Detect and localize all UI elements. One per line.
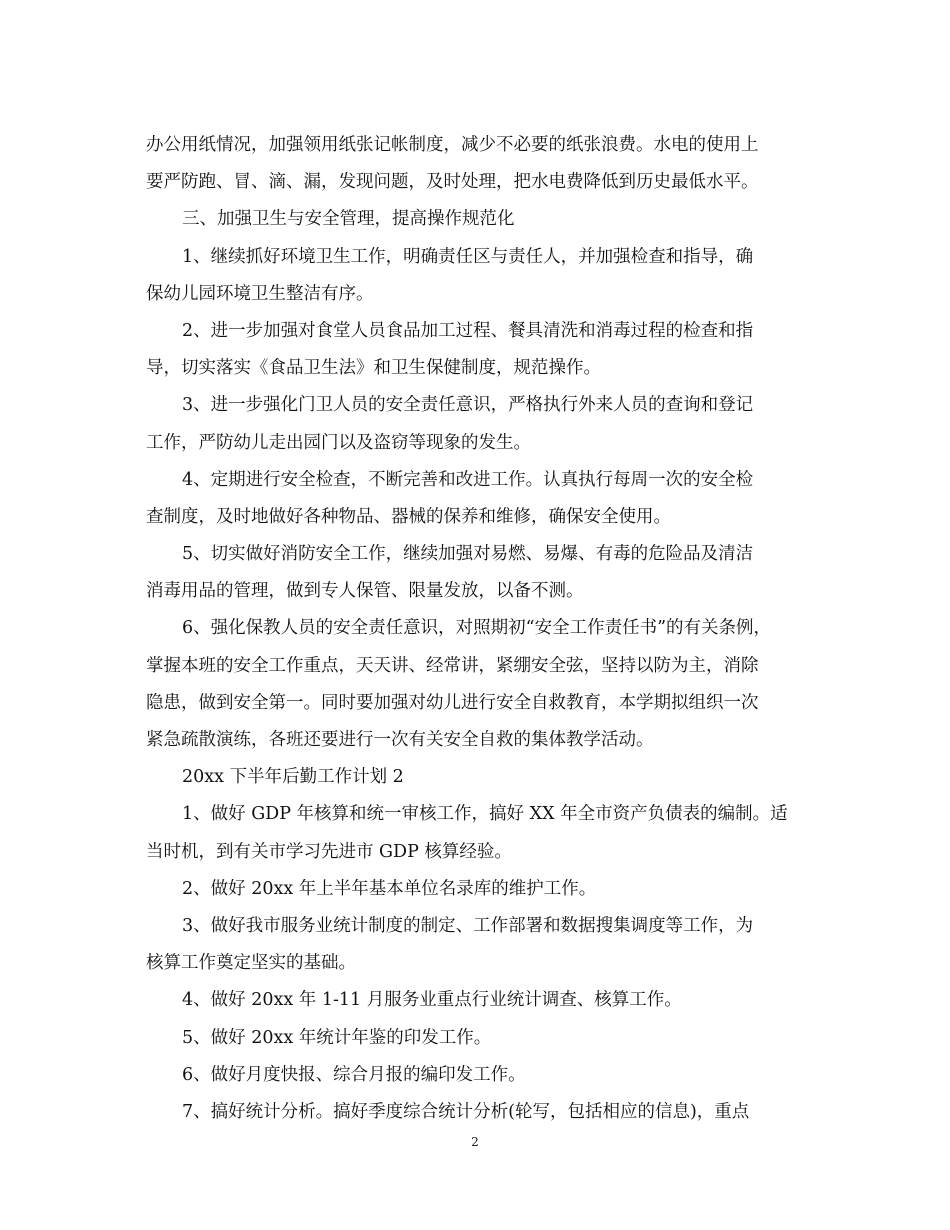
text-line: 3、进一步强化门卫人员的安全责任意识，严格执行外来人员的查询和登记 — [182, 395, 754, 416]
text-line: 1、继续抓好环境卫生工作，明确责任区与责任人，并加强检查和指导，确 — [182, 246, 754, 267]
text-line: 保幼儿园环境卫生整洁有序。 — [146, 283, 374, 304]
text-line: 3、做好我市服务业统计制度的制定、工作部署和数据搜集调度等工作，为 — [182, 915, 754, 936]
text-line: 7、搞好统计分析。搞好季度综合统计分析(轮写，包括相应的信息)，重点 — [182, 1101, 750, 1122]
text-line: 2、做好 20xx 年上半年基本单位名录库的维护工作。 — [182, 878, 597, 899]
text-line: 5、切实做好消防安全工作，继续加强对易燃、易爆、有毒的危险品及清洁 — [182, 544, 754, 565]
text-line: 掌握本班的安全工作重点，天天讲、经常讲，紧绷安全弦，坚持以防为主，消除 — [146, 655, 759, 676]
text-line: 4、做好 20xx 年 1-11 月服务业重点行业统计调查、核算工作。 — [182, 990, 682, 1011]
text-line: 紧急疏散演练，各班还要进行一次有关安全自救的集体教学活动。 — [146, 730, 654, 750]
text-line: 20xx 下半年后勤工作计划 2 — [182, 767, 404, 788]
page-number: 2 — [471, 1135, 479, 1149]
text-line: 6、做好月度快报、综合月报的编印发工作。 — [182, 1064, 526, 1085]
text-line: 三、加强卫生与安全管理，提高操作规范化 — [182, 209, 515, 230]
text-line: 导，切实落实《食品卫生法》和卫生保健制度，规范操作。 — [146, 358, 601, 379]
document-body — [146, 127, 806, 1131]
text-line: 核算工作奠定坚实的基础。 — [146, 953, 356, 974]
text-line: 5、做好 20xx 年统计年鉴的印发工作。 — [182, 1027, 492, 1048]
text-line: 4、定期进行安全检查，不断完善和改进工作。认真执行每周一次的安全检 — [182, 469, 754, 490]
text-line: 隐患，做到安全第一。同时要加强对幼儿进行安全自救教育，本学期拟组织一次 — [146, 692, 759, 713]
text-line: 消毒用品的管理，做到专人保管、限量发放，以备不测。 — [146, 581, 584, 602]
text-line: 工作，严防幼儿走出园门以及盗窃等现象的发生。 — [146, 432, 531, 453]
text-line: 当时机，到有关市学习先进市 GDP 核算经验。 — [146, 841, 512, 862]
text-line: 1、做好 GDP 年核算和统一审核工作，搞好 XX 年全市资产负债表的编制。适 — [182, 804, 788, 825]
text-line: 要严防跑、冒、滴、漏，发现问题，及时处理，把水电费降低到历史最低水平。 — [146, 172, 759, 193]
text-line: 2、进一步加强对食堂人员食品加工过程、餐具清洗和消毒过程的检查和指 — [182, 320, 754, 341]
text-line: 6、强化保教人员的安全责任意识，对照期初“安全工作责任书”的有关条例， — [182, 618, 772, 639]
text-line: 办公用纸情况，加强领用纸张记帐制度，减少不必要的纸张浪费。水电的使用上 — [146, 135, 759, 155]
text-line: 查制度，及时地做好各种物品、器械的保养和维修，确保安全使用。 — [146, 506, 671, 527]
